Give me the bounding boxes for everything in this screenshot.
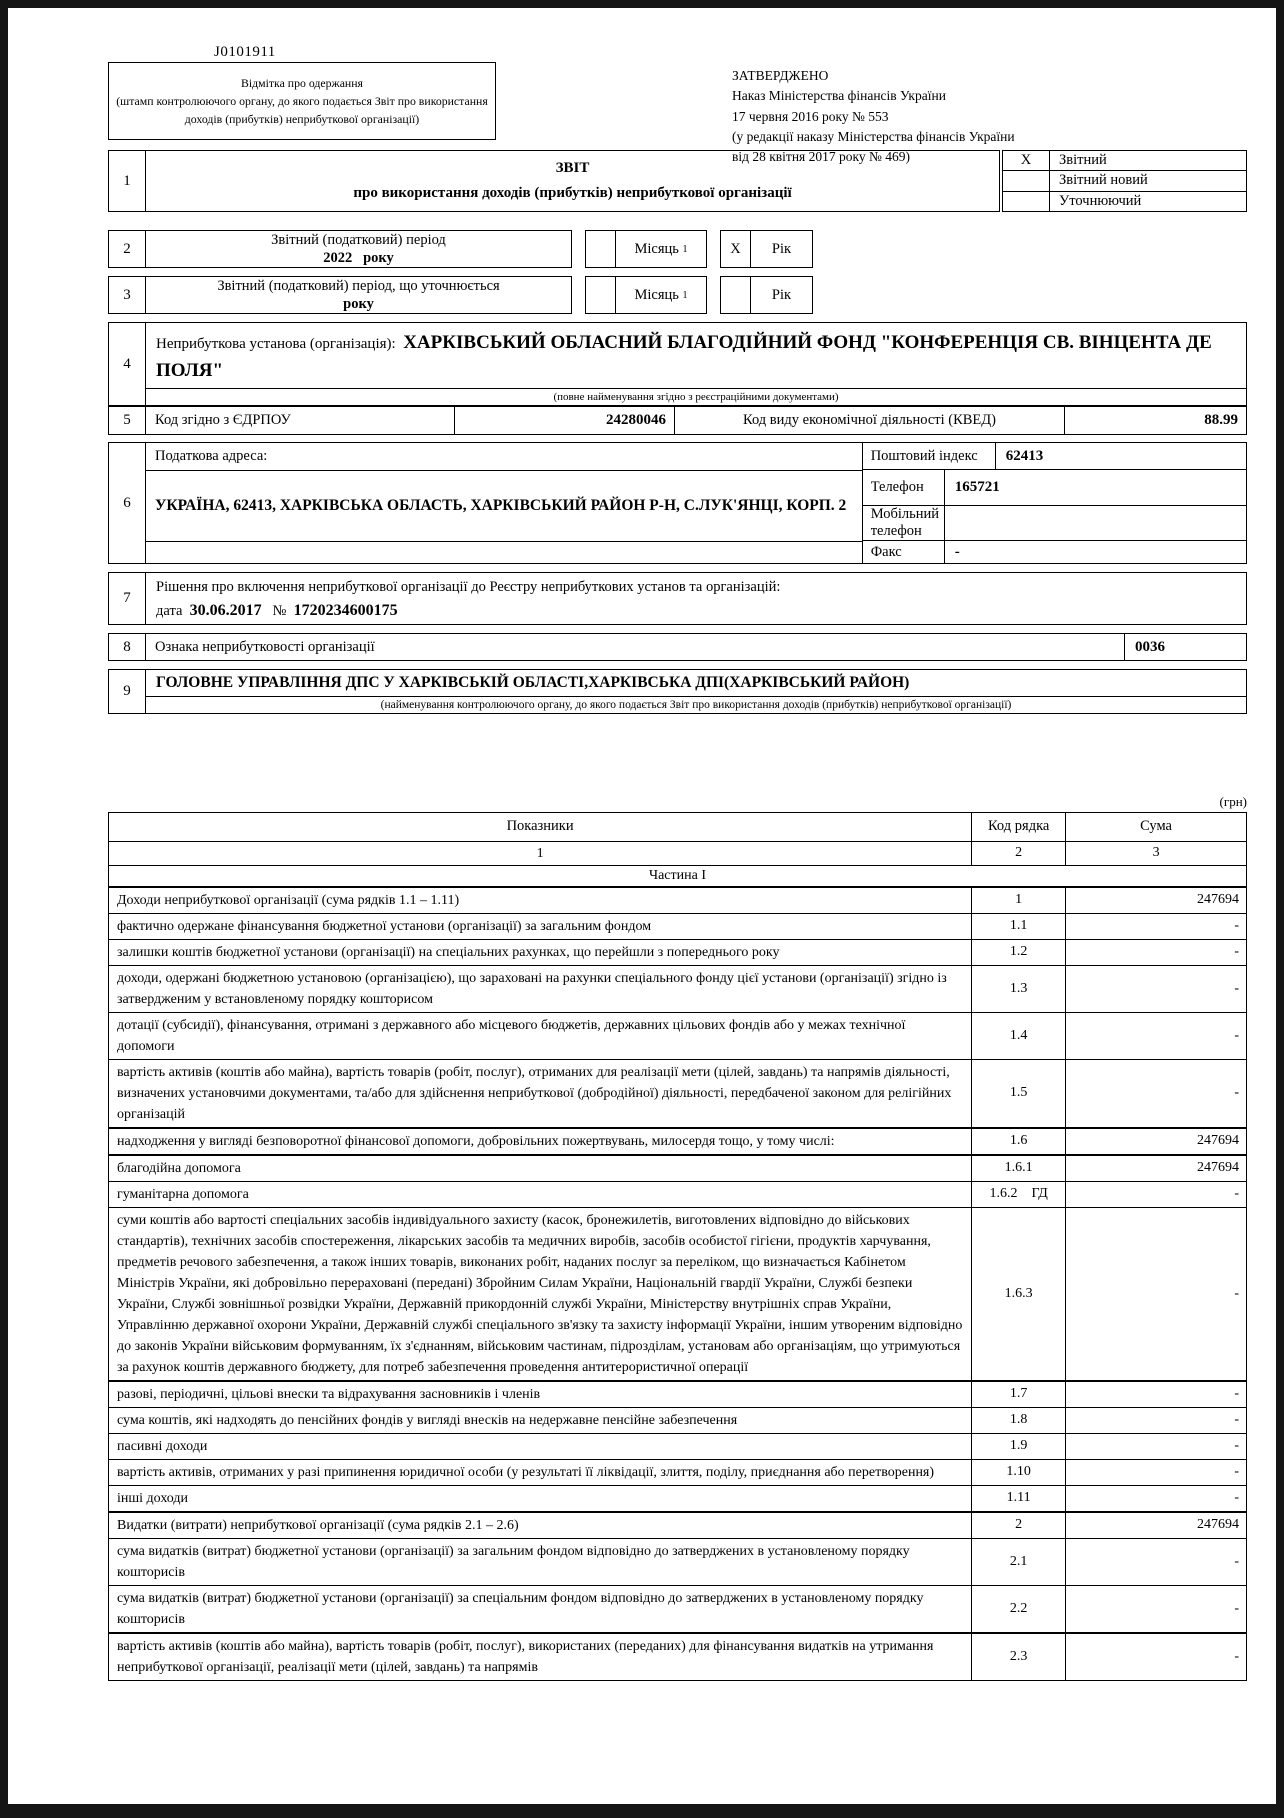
row-code: 1.10 (972, 1459, 1066, 1485)
row-value: - (1066, 965, 1247, 1012)
report-subtitle: про використання доходів (прибутків) неприбуткової організації (353, 185, 792, 201)
row-5-codes (108, 406, 1247, 435)
year-box (720, 230, 813, 268)
header-suma: Сума (1066, 813, 1247, 842)
table-row (109, 939, 1247, 965)
row-label: фактично одержане фінансування бюджетної установи (організації) за загальним фондом (109, 913, 972, 939)
decision-number: 1720234600175 (293, 601, 398, 619)
approval-line: Наказ Міністерства фінансів України (732, 88, 946, 104)
row-value: - (1066, 939, 1247, 965)
mobile-label: Мобільний телефон (863, 506, 945, 541)
row-label: пасивні доходи (109, 1433, 972, 1459)
row-value: - (1066, 1059, 1247, 1128)
row-label: дотації (субсидії), фінансування, отримані з державного або місцевого бюджетів, державних цільових фондів або у межах технічної допомоги (109, 1012, 972, 1059)
report-type-row (1003, 171, 1246, 191)
table-row (109, 1633, 1247, 1681)
receipt-stamp-box (108, 62, 496, 140)
row-4-organization (108, 322, 1247, 406)
row-value: - (1066, 1485, 1247, 1512)
table-header-row (109, 813, 1247, 842)
table-row (109, 1381, 1247, 1408)
year-label: Рік (750, 277, 812, 313)
month-checkbox (586, 231, 615, 267)
row-code: 1.9 (972, 1433, 1066, 1459)
row-code: 1.11 (972, 1485, 1066, 1512)
row-code: 1.4 (972, 1012, 1066, 1059)
table-row (109, 1538, 1247, 1585)
row-value: - (1066, 1381, 1247, 1408)
approval-line: (у редакції наказу Міністерства фінансів України (732, 128, 1015, 144)
row-value: - (1066, 1538, 1247, 1585)
row-value: - (1066, 1459, 1247, 1485)
org-label: Неприбуткова установа (організація): (156, 336, 396, 352)
checkbox-zvitnyi: X (1003, 151, 1050, 170)
table-row (109, 1407, 1247, 1433)
approval-line: 17 червня 2016 року № 553 (732, 108, 889, 124)
stamp-line: доходів (прибутків) неприбуткової організації) (184, 112, 420, 127)
period-label: Звітний (податковий) період, що уточнюється (217, 277, 500, 294)
table-colnum-row (109, 841, 1247, 865)
table-row (109, 1059, 1247, 1128)
attribute-label: Ознака неприбутковості організації (155, 638, 375, 655)
row-label: вартість активів (коштів або майна), вартість товарів (робіт, послуг), використаних (переданих) для фінансування видатків на утримання неприбуткової організації, реалізації мети (цілей, завдань) та напрямів (109, 1633, 972, 1681)
approval-line: від 28 квітня 2017 року № 469) (732, 149, 911, 164)
row-9-authority (108, 669, 1247, 714)
row-code: 2.2 (972, 1585, 1066, 1633)
row-value: - (1066, 913, 1247, 939)
header-code: Код рядка (972, 813, 1066, 842)
colnum-3: 3 (1066, 841, 1247, 865)
checkbox-zvitnyi-novyi (1003, 171, 1050, 190)
month-checkbox (586, 277, 615, 313)
date-label: дата (156, 602, 183, 619)
row-label: Видатки (витрати) неприбуткової організації (сума рядків 2.1 – 2.6) (109, 1512, 972, 1539)
attribute-value: 0036 (1124, 634, 1246, 660)
row-label: доходи, одержані бюджетною установою (організацією), що зараховані на рахунки спеціального фонду цієї установи (організації) згідно із затвердженим у встановленому порядку кошторисом (109, 965, 972, 1012)
row-8-nonprofit-attribute (108, 633, 1247, 661)
row-label: вартість активів, отриманих у разі припинення юридичної особи (у результаті її ліквідації, злиття, поділу, приєднання або перетворення) (109, 1459, 972, 1485)
row-code: 1.5 (972, 1059, 1066, 1128)
row-value: 247694 (1066, 887, 1247, 914)
kved-value: 88.99 (1064, 407, 1246, 434)
row-number: 3 (109, 277, 146, 313)
row-6-address (108, 442, 1247, 564)
table-row (109, 913, 1247, 939)
approval-line: ЗАТВЕРДЖЕНО (732, 68, 829, 83)
row-number: 8 (109, 634, 146, 660)
section-title: Частина I (109, 865, 1247, 887)
address-value: УКРАЇНА, 62413, ХАРКІВСЬКА ОБЛАСТЬ, ХАРКІВСЬКИЙ РАЙОН Р-Н, С.ЛУК'ЯНЦІ, КОРП. 2 (155, 496, 847, 514)
month-label: Місяць 1 (615, 277, 706, 313)
row-code: 1.2 (972, 939, 1066, 965)
phone-value: 165721 (954, 479, 1000, 496)
row-label: сума коштів, які надходять до пенсійних фондів у вигляді внесків на недержавне пенсійне забезпечення (109, 1407, 972, 1433)
row-label: сума видатків (витрат) бюджетної установи (організації) за спеціальним фондом відповідно до затверджених в установленому порядку кошторисів (109, 1585, 972, 1633)
row-number: 1 (109, 151, 146, 211)
row-code: 1.3 (972, 965, 1066, 1012)
row-value: - (1066, 1433, 1247, 1459)
month-label: Місяць 1 (615, 231, 706, 267)
postal-label: Поштовий індекс (863, 443, 996, 469)
org-name: ХАРКІВСЬКИЙ ОБЛАСНИЙ БЛАГОДІЙНИЙ ФОНД "КОНФЕРЕНЦІЯ СВ. ВІНЦЕНТА ДЕ ПОЛЯ" (156, 332, 1212, 381)
row-label: Доходи неприбуткової організації (сума рядків 1.1 – 1.11) (109, 887, 972, 914)
phone-row (863, 470, 1246, 505)
row-number: 9 (109, 670, 146, 713)
row-label: гуманітарна допомога (109, 1181, 972, 1207)
row-code: 1 (972, 887, 1066, 914)
row-code: 2 (972, 1512, 1066, 1539)
colnum-1: 1 (109, 841, 972, 865)
row-code: 1.6.2 ГД (972, 1181, 1066, 1207)
year-checkbox: X (730, 240, 741, 257)
footnote-ref: 1 (682, 243, 688, 255)
row-number: 4 (109, 323, 146, 405)
period-year-word: року (363, 250, 394, 266)
row-number: 5 (109, 407, 146, 434)
colnum-2: 2 (972, 841, 1066, 865)
row-value: 247694 (1066, 1155, 1247, 1182)
row-label: сума видатків (витрат) бюджетної установи (організації) за загальним фондом відповідно до затверджених в установленому порядку кошторисів (109, 1538, 972, 1585)
address-empty-strip (146, 541, 862, 563)
row-label: залишки коштів бюджетної установи (організації) на спеціальних рахунках, що перейшли з попереднього року (109, 939, 972, 965)
row-code: 2.1 (972, 1538, 1066, 1585)
section-row (109, 865, 1247, 887)
header-pokaznyky: Показники (109, 813, 972, 842)
kved-label: Код виду економічної діяльності (КВЕД) (674, 407, 1064, 434)
report-title: ЗВІТ (555, 159, 590, 176)
fax-row (863, 541, 1246, 563)
org-footnote: (повне найменування згідно з реєстраційними документами) (146, 388, 1246, 405)
currency-note: (грн) (1219, 794, 1247, 809)
row-code: 1.8 (972, 1407, 1066, 1433)
period-label: Звітний (податковий) період (271, 231, 446, 248)
decision-date: 30.06.2017 (189, 601, 262, 619)
table-row (109, 1433, 1247, 1459)
row-label: разові, періодичні, цільові внески та відрахування засновників і членів (109, 1381, 972, 1408)
row-value: - (1066, 1633, 1247, 1681)
row-code: 1.6 (972, 1128, 1066, 1155)
mobile-value (945, 506, 1246, 541)
row-label: надходження у вигляді безповоротної фінансової допомоги, добровільних пожертвувань, милосердя тощо, у тому числі: (109, 1128, 972, 1155)
indicators-table (108, 812, 1247, 1681)
no-label: № (272, 602, 287, 619)
postal-value: 62413 (1005, 447, 1044, 464)
row-label: інші доходи (109, 1485, 972, 1512)
row-number: 7 (109, 573, 146, 624)
row-code: 2.3 (972, 1633, 1066, 1681)
row-code: 1.1 (972, 913, 1066, 939)
table-row (109, 1181, 1247, 1207)
edrpou-label: Код згідно з ЄДРПОУ (155, 412, 291, 428)
phone-label: Телефон (863, 470, 945, 504)
table-row (109, 1485, 1247, 1512)
month-box (585, 230, 707, 268)
authority-name: ГОЛОВНЕ УПРАВЛІННЯ ДПС У ХАРКІВСЬКІЙ ОБЛАСТІ,ХАРКІВСЬКА ДПІ(ХАРКІВСЬКИЙ РАЙОН) (156, 674, 910, 691)
postal-row (863, 443, 1246, 470)
row-value: 247694 (1066, 1128, 1247, 1155)
row-code: 1.6.1 (972, 1155, 1066, 1182)
footnote-ref: 1 (682, 289, 688, 301)
year-label: Рік (750, 231, 812, 267)
fax-label: Факс (863, 541, 945, 563)
row-1-title (108, 150, 1247, 212)
mobile-row (863, 506, 1246, 542)
row-7-registry-decision (108, 572, 1247, 625)
label-utochniuiuchyi: Уточнюючий (1059, 192, 1142, 209)
year-box (720, 276, 813, 314)
table-row (109, 1207, 1247, 1381)
row-code: 1.7 (972, 1381, 1066, 1408)
row-label: благодійна допомога (109, 1155, 972, 1182)
report-type-row (1003, 151, 1246, 171)
table-row (109, 1512, 1247, 1539)
stamp-line: Відмітка про одержання (241, 75, 363, 90)
address-label: Податкова адреса: (146, 443, 862, 471)
table-row (109, 1459, 1247, 1485)
row-code: 1.6.3 (972, 1207, 1066, 1381)
table-row (109, 1155, 1247, 1182)
row-value: - (1066, 1012, 1247, 1059)
row-2-period (108, 230, 813, 268)
row-label: суми коштів або вартості спеціальних засобів індивідуального захисту (касок, бронежилетів, виготовлених відповідно до військових стандартів), технічних засобів спостереження, лікарських засобів та медичних виробів, засобів особистої гігієни, продуктів харчування, предметів речового забезпечення, а також інших товарів, виконаних робіт, наданих послуг за переліком, що визначається Кабінетом Міністрів України, які добровільно перераховані (передані) Збройним Силам України, Національній гвардії України, Службі безпеки України, Службі зовнішньої розвідки України, Державній прикордонній службі України, Міністерству внутрішніх справ України, Управлінню державної охорони України, Державній службі спеціального зв'язку та захисту інформації України, іншим утвореним відповідно до законів України військовим формуванням, їх з'єднанням, військовим частинам, підрозділам, установам або організаціям, що утримуються за рахунок коштів державного бюджету, для потреб забезпечення проведення антитерористичної операції (109, 1207, 972, 1381)
label-zvitnyi-novyi: Звітний новий (1059, 172, 1148, 189)
row-value: 247694 (1066, 1512, 1247, 1539)
authority-footnote: (найменування контролюючого органу, до якого подається Звіт про використання доходів (прибутків) неприбуткової організації) (146, 696, 1246, 713)
row-3-period-corrected (108, 276, 813, 314)
period-year-word: року (343, 296, 374, 312)
row-value: - (1066, 1407, 1247, 1433)
form-code: J0101911 (214, 44, 276, 60)
checkbox-utochniuiuchyi (1003, 192, 1050, 211)
fax-value: - (954, 543, 960, 560)
stamp-line: (штамп контролюючого органу, до якого подається Звіт про використання (116, 93, 488, 108)
table-row (109, 1585, 1247, 1633)
row-value: - (1066, 1585, 1247, 1633)
table-row (109, 965, 1247, 1012)
month-box (585, 276, 707, 314)
table-row (109, 1128, 1247, 1155)
label-zvitnyi: Звітний (1059, 152, 1107, 169)
row-value: - (1066, 1207, 1247, 1381)
row-number: 6 (109, 443, 146, 563)
edrpou-value: 24280046 (454, 407, 674, 434)
row-value: - (1066, 1181, 1247, 1207)
table-row (109, 887, 1247, 914)
period-year: 2022 (323, 250, 353, 266)
report-type-box (1002, 150, 1247, 212)
table-row (109, 1012, 1247, 1059)
row-label: вартість активів (коштів або майна), вартість товарів (робіт, послуг), отриманих для реалізації мети (цілей, завдань) та напрямів діяльності, визначених установчими документами, та/або для здійснення неприбуткової (добродійної) діяльності, передбаченої законом для релігійних організацій (109, 1059, 972, 1128)
row-number: 2 (109, 231, 146, 267)
report-type-row (1003, 192, 1246, 211)
year-checkbox (721, 277, 750, 313)
decision-label: Рішення про включення неприбуткової організації до Реєстру неприбуткових установ та організацій: (156, 579, 781, 595)
